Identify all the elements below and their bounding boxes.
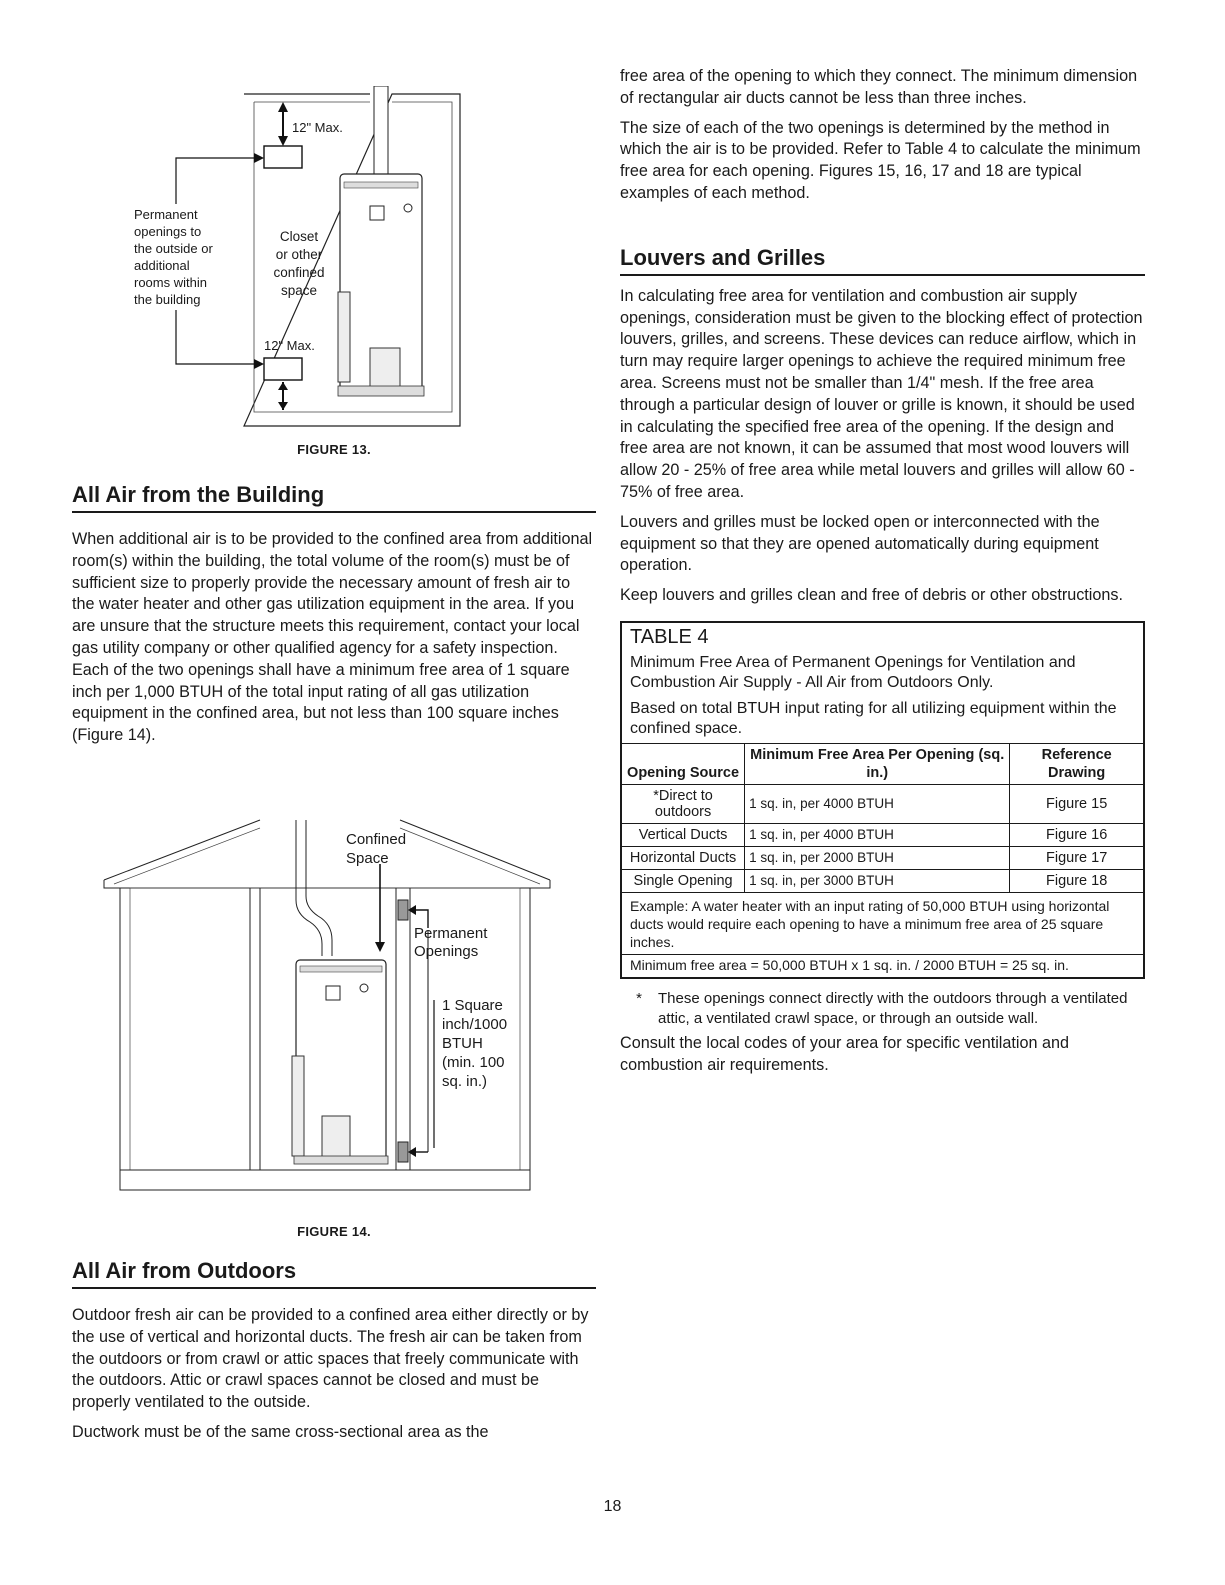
header-minimum-free-area: Minimum Free Area Per Opening (sq. in.) [745,743,1010,784]
figure-13-closet-label-line-4: space [280,283,318,298]
right-paragraph-1: free area of the opening to which they connect. The minimum dimension of rectangular air ducts cannot be less than three inches. [620,67,1138,107]
louvers-paragraph-2: Louvers and grilles must be locked open or interconnected with the equipment so that they are opened automatically during equipment operation. [620,512,1100,575]
cell-rate: 1 sq. in, per 4000 BTUH [745,823,1010,846]
figure-13-openings-label-line-6: the building [134,292,201,307]
figure-14-size-label-line-2: inch/1000 [442,1016,508,1033]
figure-14-size-label-line-3: BTUH [442,1035,483,1052]
figure-14-size-label-line-1: 1 Square [442,997,503,1014]
table-4 [620,621,1145,979]
figure-14-openings-label-line-1: Permanent [414,925,488,942]
table-4-description: Minimum Free Area of Permanent Openings for Ventilation and Combustion Air Supply - All Air from Outdoors Only. [630,653,1076,691]
closing-paragraph: Consult the local codes of your area for specific ventilation and combustion air requirements. [620,1033,1070,1074]
figure-13-top-label: 12" Max. [292,120,343,135]
table-row [622,846,1143,869]
footnote-text: These openings connect directly with the outdoors through a ventilated attic, a ventilated crawl space, or through an outside wall. [658,989,1128,1027]
figure-13-openings-label-line-2: openings to [134,224,202,239]
figure-14-space-label-line-1: Confined [346,831,407,848]
figure-13-openings-label-line-1: Permanent [134,207,198,222]
figure-13-drawing [130,86,470,436]
building-paragraph: When additional air is to be provided to the confined area from additional room(s) within the building, the total volume of the room(s) must be of sufficient size to properly provide the necessary amount of fresh air to the water heater and other gas utilization equipment in the area. If you are unsure that the structure meets this requirement, contact your local gas utility company or other qualified agency for a safety inspection. Each of the two openings shall have a minimum free area of 1 square inch per 1,000 BTUH of the total input rating of all gas utilization equipment in the confined area, but not less than 100 square inches (Figure 14). [72,530,593,745]
cell-reference: Figure 15 [1010,784,1143,823]
cell-rate: 1 sq. in, per 4000 BTUH [745,784,1010,823]
cell-reference: Figure 18 [1010,869,1143,892]
louvers-paragraph-3: Keep louvers and grilles clean and free of debris or other obstructions. [620,586,1123,605]
louvers-paragraph-1: In calculating free area for ventilation and combustion air supply openings, consideration must be given to the blocking effect of protection louvers, grilles, and screens. These devices can reduce airflow, which in turn may require larger openings to achieve the required minimum free area. Screens must not be smaller than 1/4" mesh. If the free area through a particular design of louver or grille is known, it should be used in calculating the specified free area of the opening. If the design and free area are not known, it can be assumed that most wood louvers will allow 20 - 25% of free area while metal louvers and grilles will allow 60 - 75% of free area. [620,286,1143,501]
figure-13 [130,86,470,436]
figure-14-size-label-line-5: sq. in.) [442,1073,488,1090]
page-number: 18 [603,1498,622,1515]
header-opening-source: Opening Source [622,743,745,784]
figure-13-openings-label-line-3: the outside or [134,241,213,256]
figure-13-caption: FIGURE 13. [297,442,371,457]
cell-rate: 1 sq. in, per 3000 BTUH [745,869,1010,892]
section-title-louvers: Louvers and Grilles [620,245,1145,276]
table-row [622,869,1143,892]
table-4-example: Example: A water heater with an input rating of 50,000 BTUH using horizontal ducts would require each opening to have a minimum free area of 25 square inches. [630,897,1110,950]
section-title-building: All Air from the Building [72,482,596,513]
outdoors-paragraph-2: Ductwork must be of the same cross-sectional area as the [72,1422,489,1441]
table-4-formula: Minimum free area = 50,000 BTUH x 1 sq. in. / 2000 BTUH = 25 sq. in. [622,954,1143,977]
cell-rate: 1 sq. in, per 2000 BTUH [745,846,1010,869]
footnote-marker: * [636,989,642,1007]
right-paragraph-2: The size of each of the two openings is determined by the method in which the air is to be provided. Refer to Table 4 to calculate the minimum free area for each opening. Figures 15, 16, 17 and 18 are typical examples of each method. [620,118,1141,202]
figure-14-space-label-line-2: Space [346,850,389,867]
section-all-air-from-outdoors [72,1258,596,1452]
figure-13-closet-label-line-2: or other [275,247,323,262]
cell-source: Single Opening [622,869,745,892]
outdoors-paragraph-1: Outdoor fresh air can be provided to a confined area either directly or by the use of vertical and horizontal ducts. The fresh air can be taken from the outdoors or from crawl or attic spaces that freely communicate with the outdoors. Attic or crawl spaces cannot be closed and must be properly ventilated to the outside. [72,1306,589,1412]
table-4-basis: Based on total BTUH input rating for all utilizing equipment within the confined space. [630,699,1117,737]
table-header-row [622,743,1143,784]
figure-14-openings-label-line-2: Openings [414,943,479,960]
footnote [620,989,1145,1029]
cell-source: Vertical Ducts [622,823,745,846]
cell-source: *Direct to outdoors [622,784,745,823]
table-4-title: TABLE 4 [630,625,709,648]
cell-reference: Figure 16 [1010,823,1143,846]
table-row [622,823,1143,846]
figure-14 [100,810,560,1200]
figure-13-bottom-label: 12" Max. [264,338,315,353]
right-column [620,66,1145,1085]
figure-13-closet-label-line-1: Closet [279,229,319,244]
figure-14-drawing [100,810,560,1200]
table-row [622,784,1143,823]
section-all-air-from-building [72,482,596,755]
figure-14-size-label-line-4: (min. 100 [442,1054,505,1071]
table-4-grid [622,743,1143,893]
cell-reference: Figure 17 [1010,846,1143,869]
figure-13-openings-label-line-5: rooms within [134,275,207,290]
cell-source: Horizontal Ducts [622,846,745,869]
section-title-outdoors: All Air from Outdoors [72,1258,596,1289]
figure-14-caption: FIGURE 14. [297,1224,371,1239]
figure-13-openings-label-line-4: additional [134,258,190,273]
figure-13-closet-label-line-3: confined [273,265,325,280]
header-reference-drawing: Reference Drawing [1010,743,1143,784]
